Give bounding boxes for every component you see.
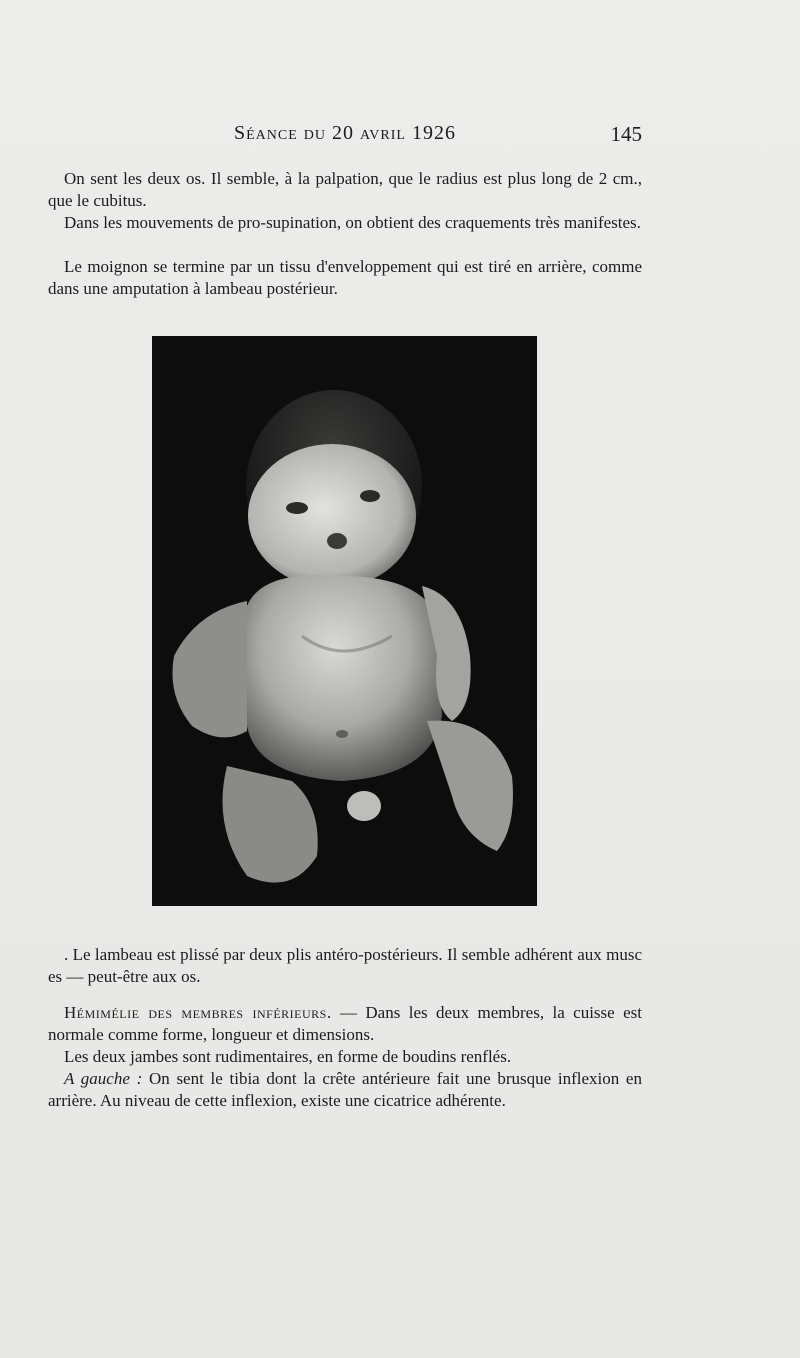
paragraph-a-gauche-text: On sent le tibia dont la crête antérieure fait une brusque inflexion en arrière. Au niveau de cette inflexion, existe une cicatrice adhérente. [48,1069,642,1110]
page-number: 145 [610,122,642,146]
section-heading-hemimelie: Hémimélie des membres inférieurs. [64,1003,332,1022]
paragraph-hemimelie-text: — Dans les deux membres, la cuisse est normale comme forme, longueur et dimensions. [48,1003,642,1044]
paragraph-pro-supination: Dans les mouvements de pro-supination, on obtient des craquements très manifestes. [64,213,641,232]
paragraph-moignon: Le moignon se termine par un tissu d'enveloppement qui est tiré en arrière, comme dans une amputation à lambeau postérieur. [48,257,642,298]
paragraph-lambeau: . Le lambeau est plissé par deux plis antéro-postérieurs. Il semble adhérent aux musc es — peut-être aux os. [48,945,642,986]
paragraph-palpation: On sent les deux os. Il semble, à la palpation, que le radius est plus long de 2 cm., que le cubitus. [48,169,642,210]
infant-photograph [152,336,537,906]
a-gauche-label: A gauche : [64,1069,143,1088]
paragraph-a-gauche [48,1068,642,1112]
running-header [48,122,642,150]
infant-photograph-icon [152,336,537,906]
paragraph-hemimelie [48,1002,642,1046]
header-title: Séance du 20 avril 1926 [234,122,456,144]
paragraph-jambes: Les deux jambes sont rudimentaires, en forme de boudins renflés. [64,1047,512,1066]
